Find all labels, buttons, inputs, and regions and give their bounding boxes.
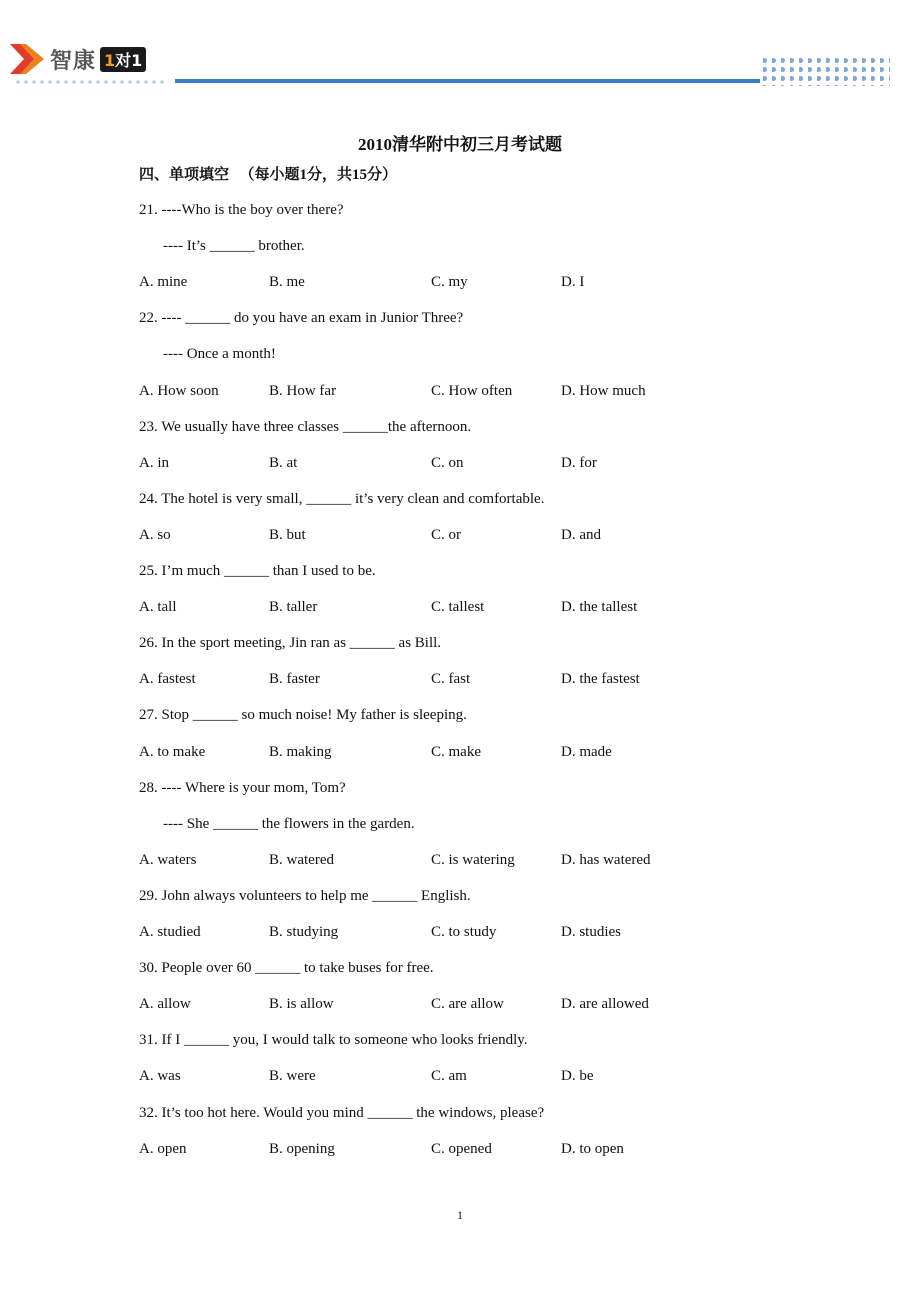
answer-option: D. for: [561, 455, 597, 471]
answer-option: B. were: [269, 1068, 316, 1084]
question-stem: 32. It’s too hot here. Would you mind ______ the windows, please?: [139, 1105, 545, 1121]
question-stem: 21. ----Who is the boy over there?: [139, 202, 344, 218]
answer-option: A. fastest: [139, 671, 196, 687]
question-stem: 30. People over 60 ______ to take buses for free.: [139, 960, 434, 976]
answer-option: D. studies: [561, 924, 621, 940]
page-header: [0, 0, 920, 100]
question-dialogue-line: ---- It’s ______ brother.: [163, 238, 305, 254]
answer-option: B. studying: [269, 924, 339, 940]
answer-option: C. fast: [431, 671, 471, 687]
answer-option: C. my: [431, 274, 468, 290]
answer-option: A. waters: [139, 852, 197, 868]
question-stem: 24. The hotel is very small, ______ it’s very clean and comfortable.: [139, 491, 545, 507]
answer-option: D. the tallest: [561, 599, 638, 615]
question-stem: 26. In the sport meeting, Jin ran as ______ as Bill.: [139, 635, 442, 651]
answer-option: A. How soon: [139, 383, 219, 399]
answer-option: D. to open: [561, 1141, 624, 1157]
question-stem: 22. ---- ______ do you have an exam in Junior Three?: [139, 310, 464, 326]
question-stem: 28. ---- Where is your mom, Tom?: [139, 780, 346, 796]
answer-option: C. How often: [431, 383, 513, 399]
answer-option: A. mine: [139, 274, 188, 290]
question-stem: 27. Stop ______ so much noise! My father is sleeping.: [139, 707, 467, 723]
answer-option: D. made: [561, 744, 612, 760]
brand-logo: [10, 44, 146, 74]
question-stem: 25. I’m much ______ than I used to be.: [139, 563, 376, 579]
section-heading: 四、单项填空 （每小题1分，共15分）: [139, 165, 398, 183]
answer-option: D. and: [561, 527, 601, 543]
answer-option: C. tallest: [431, 599, 485, 615]
answer-option: C. or: [431, 527, 461, 543]
answer-option: A. so: [139, 527, 171, 543]
answer-option: B. but: [269, 527, 306, 543]
answer-option: A. allow: [139, 996, 191, 1012]
answer-option: B. faster: [269, 671, 320, 687]
answer-option: C. is watering: [431, 852, 515, 868]
answer-option: A. to make: [139, 744, 206, 760]
logo-chevron-icon: [10, 44, 46, 74]
answer-option: B. taller: [269, 599, 318, 615]
logo-badge: 1对1: [100, 47, 146, 72]
page-title: 2010清华附中初三月考试题: [358, 135, 562, 154]
answer-option: C. to study: [431, 924, 497, 940]
question-stem: 29. John always volunteers to help me ______ English.: [139, 888, 471, 904]
header-grid-pattern: [760, 56, 890, 86]
answer-option: C. on: [431, 455, 464, 471]
answer-option: D. has watered: [561, 852, 651, 868]
answer-option: A. open: [139, 1141, 187, 1157]
answer-option: C. opened: [431, 1141, 492, 1157]
answer-option: C. make: [431, 744, 481, 760]
answer-option: D. How much: [561, 383, 646, 399]
answer-option: B. me: [269, 274, 305, 290]
answer-option: C. am: [431, 1068, 467, 1084]
answer-option: D. be: [561, 1068, 594, 1084]
answer-option: B. How far: [269, 383, 337, 399]
answer-option: A. studied: [139, 924, 201, 940]
answer-option: B. opening: [269, 1141, 335, 1157]
header-rule: [175, 79, 760, 83]
logo-text: 智康: [50, 48, 97, 74]
answer-option: B. at: [269, 455, 298, 471]
answer-option: D. are allowed: [561, 996, 649, 1012]
answer-option: A. tall: [139, 599, 177, 615]
answer-option: A. in: [139, 455, 169, 471]
answer-option: D. I: [561, 274, 585, 290]
answer-option: C. are allow: [431, 996, 504, 1012]
answer-option: B. watered: [269, 852, 334, 868]
answer-option: B. is allow: [269, 996, 334, 1012]
page-number: 1: [457, 1208, 463, 1222]
question-stem: 31. If I ______ you, I would talk to someone who looks friendly.: [139, 1032, 528, 1048]
answer-option: D. the fastest: [561, 671, 640, 687]
question-dialogue-line: ---- Once a month!: [163, 346, 276, 362]
header-dot-pattern: [14, 78, 164, 86]
question-dialogue-line: ---- She ______ the flowers in the garden.: [163, 816, 415, 832]
question-stem: 23. We usually have three classes ______the afternoon.: [139, 419, 472, 435]
answer-option: B. making: [269, 744, 332, 760]
answer-option: A. was: [139, 1068, 181, 1084]
